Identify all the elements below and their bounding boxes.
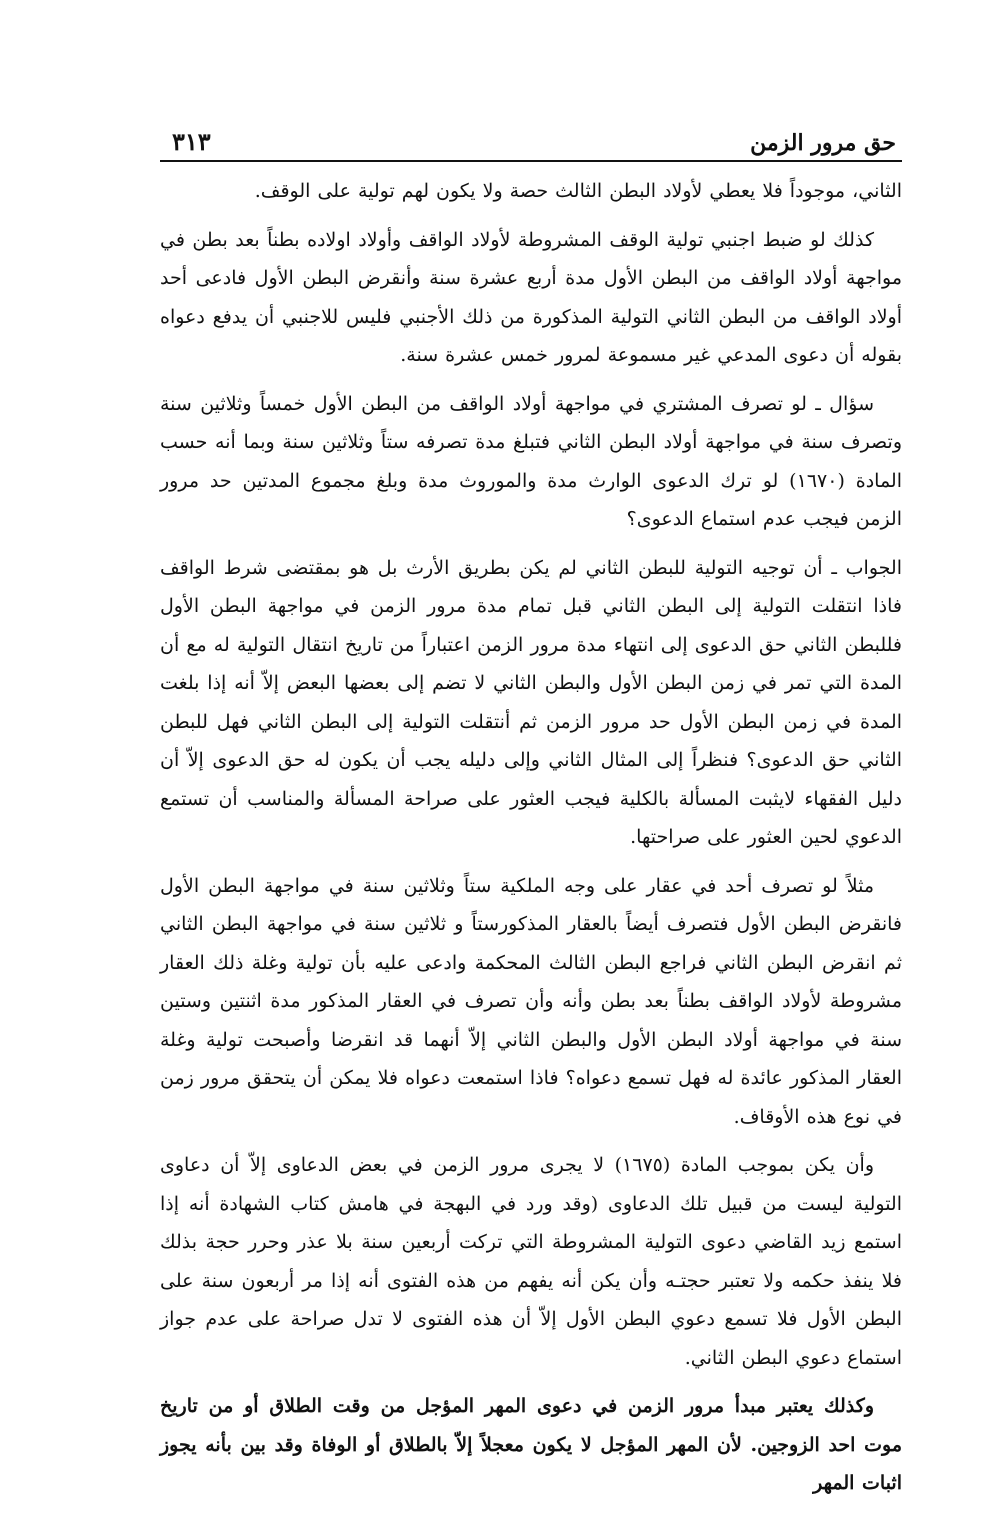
book-page (160, 118, 902, 1513)
page-number: ٣١٣ (172, 127, 211, 156)
running-title: حق مرور الزمن (750, 130, 896, 156)
running-header (160, 118, 902, 156)
paragraph-1: الثاني، موجوداً فلا يعطي لأولاد البطن الثالث حصة ولا يكون لهم تولية على الوقف. (254, 180, 902, 202)
paragraph-5: مثلاً لو تصرف أحد في عقار على وجه الملكية ستاً وثلاثين سنة في مواجهة البطن الأول فانقرض البطن الأول فتصرف أيضاً بالعقار المذكورستاً و ثلاثين سنة في مواجهة البطن الثاني ثم انقرض البطن الثاني فراجع البطن الثالث المحكمة وادعى عليه بأن تولية وغلة ذلك العقار مشروطة لأولاد الواقف بطناً بعد بطن وأنه وأن تصرف في العقار المذكور مدة اثنتين وستين سنة في مواجهة أولاد البطن الأول والبطن الثاني إلاّ أنهما قد انقرضا وأصبحت تولية وغلة العقار المذكور عائدة له فهل تسمع دعواه؟ فاذا استمعت دعواه فلا يمكن أن يتحقق مرور زمن في نوع هذه الأوقاف. (160, 874, 902, 1128)
paragraph-6: وأن يكن بموجب المادة (١٦٧٥) لا يجرى مرور الزمن في بعض الدعاوى إلاّ أن دعاوى التولية ليست من قبيل تلك الدعاوى (وقد ورد في البهجة في هامش كتاب الشهادة أنه إذا استمع زيد القاضي دعوى التولية المشروطة التي تركت أربعين سنة بلا عذر وحرر حجة بذلك فلا ينفذ حكمه ولا تعتبر حجتـه وأن يكن أنه يفهم من هذه الفتوى أنه إذا مر أربعون سنة على البطن الأول فلا تسمع دعوي البطن الأول إلاّ أن هذه الفتوى لا تدل صراحة على عدم جواز استماع دعوي البطن الثاني. (160, 1154, 902, 1369)
paragraph-2: كذلك لو ضبط اجنبي تولية الوقف المشروطة لأولاد الواقف وأولاد اولاده بطناً بعد بطن في مواجهة أولاد الواقف من البطن الأول مدة أربع عشرة سنة وأنقرض البطن الأول فادعى أحد أولاد الواقف من البطن الثاني التولية المذكورة من ذلك الأجنبي فليس للاجنبي أن يدفع دعواه بقوله أن دعوى المدعي غير مسموعة لمرور خمس عشرة سنة. (160, 228, 902, 366)
header-rule (160, 160, 902, 162)
paragraph-7: وكذلك يعتبر مبدأ مرور الزمن في دعوى المهر المؤجل من وقت الطلاق أو من تاريخ موت احد الزوجين. لأن المهر المؤجل لا يكون معجلاً إلاّ بالطلاق أو الوفاة وقد بين بأنه يجوز اثبات المهر (160, 1395, 902, 1494)
paragraph-3: سؤال ـ لو تصرف المشتري في مواجهة أولاد الواقف من البطن الأول خمساً وثلاثين سنة وتصرف سنة في مواجهة أولاد البطن الثاني فتبلغ مدة تصرفه ستاً وثلاثين سنة وبما أنه حسب المادة (١٦٧٠) لو ترك الدعوى الوارث مدة والموروث مدة وبلغ مجموع المدتين حد مرور الزمن فيجب عدم استماع الدعوى؟ (160, 392, 902, 530)
body-text (160, 172, 902, 1503)
paragraph-4: الجواب ـ أن توجيه التولية للبطن الثاني لم يكن بطريق الأرث بل هو بمقتضى شرط الواقف فاذا انتقلت التولية إلى البطن الثاني قبل تمام مدة مرور الزمن في مواجهة البطن الأول فللبطن الثاني حق الدعوى إلى انتهاء مدة مرور الزمن اعتباراً من تاريخ انتقال التولية له مع أن المدة التي تمر في زمن البطن الأول والبطن الثاني لا تضم إلى بعضها البعض إلاّ أنه إذا بلغت المدة في زمن البطن الأول حد مرور الزمن ثم أنتقلت التولية إلى البطن الثاني فهل للبطن الثاني حق الدعوى؟ فنظراً إلى المثال الثاني وإلى دليله يجب أن يكون له حق الدعوى إلاّ أن دليل الفقهاء لايثبت المسألة بالكلية فيجب العثور على صراحة المسألة والمناسب أن تستمع الدعوي لحين العثور على صراحتها. (160, 556, 902, 848)
